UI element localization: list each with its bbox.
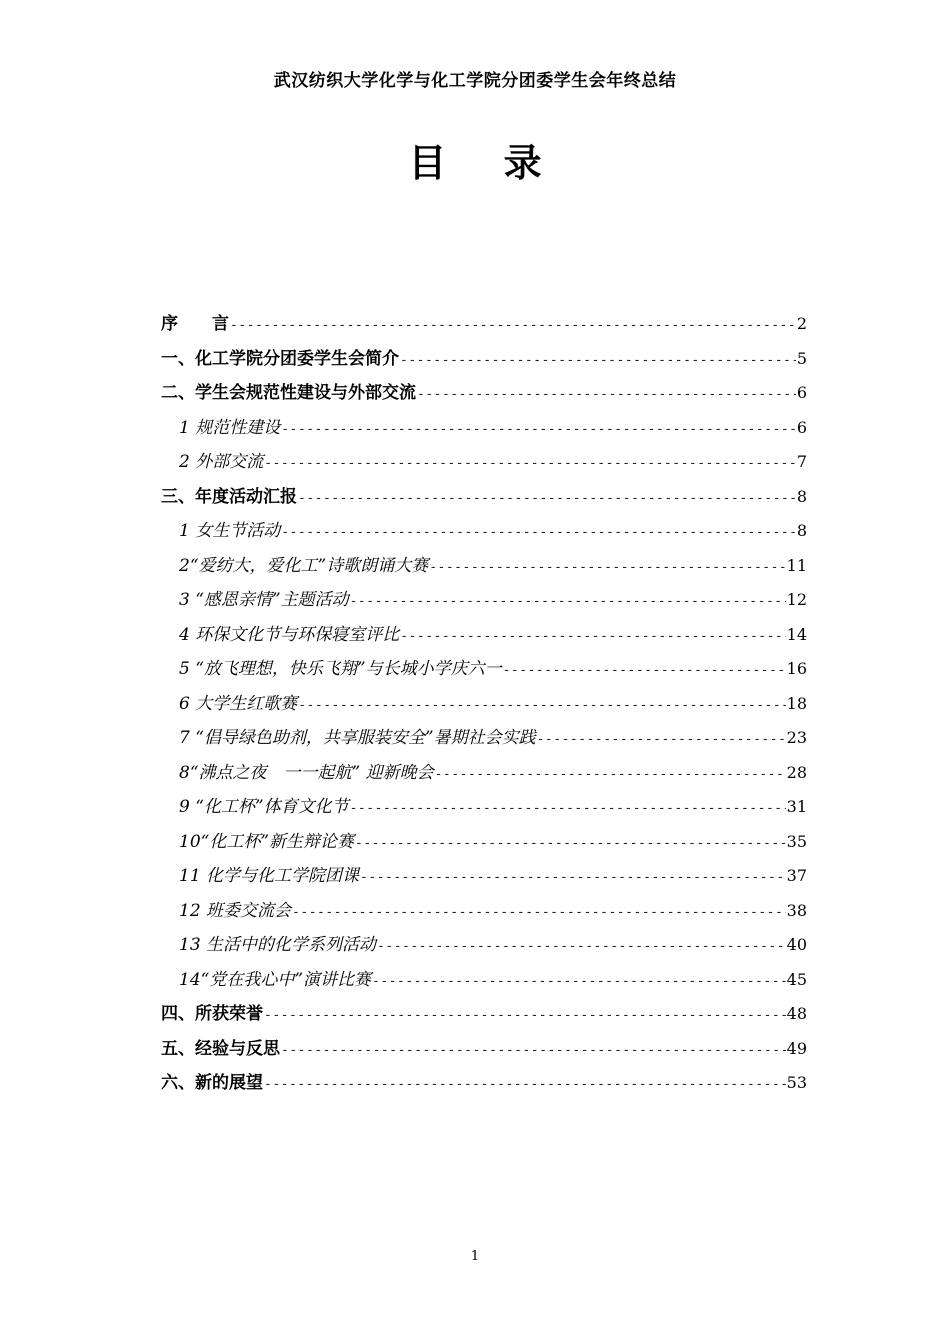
toc-entry-section-6[interactable]	[161, 1070, 807, 1105]
toc-entry-label: 六、新的展望	[161, 1073, 263, 1093]
toc-leader	[281, 1038, 786, 1064]
toc-entry-page: 14	[786, 624, 807, 644]
toc-entry-3-3[interactable]	[161, 587, 807, 622]
toc-leader	[292, 900, 786, 926]
toc-leader	[264, 1072, 786, 1098]
toc-entry-page: 16	[786, 659, 807, 678]
toc-entry-3-2[interactable]	[161, 553, 807, 588]
toc-entry-label: 10“化工杯”新生辩论赛	[179, 831, 355, 852]
toc-leader	[537, 727, 786, 753]
toc-leader	[350, 796, 786, 822]
toc-entry-page: 49	[786, 1038, 807, 1058]
toc-entry-label: 一、化工学院分团委学生会简介	[161, 348, 399, 369]
toc-entry-label: 序 言	[161, 314, 229, 334]
toc-entry-label: 8“沸点之夜 一一起航” 迎新晚会	[179, 762, 434, 783]
page-number: 1	[470, 1249, 480, 1264]
toc-entry-label: 12 班委交流会	[179, 900, 292, 921]
toc-entry-section-4[interactable]	[161, 1001, 807, 1036]
toc-entry-3-5[interactable]	[161, 656, 807, 691]
toc-leader	[400, 348, 796, 374]
toc-leader	[350, 589, 786, 615]
toc-entry-page: 37	[786, 866, 807, 885]
toc-entry-page: 2	[796, 314, 807, 333]
toc-entry-page: 8	[796, 486, 807, 506]
toc-entry-page: 35	[786, 831, 807, 851]
toc-entry-page: 38	[786, 900, 807, 920]
toc-entry-label: 四、所获荣誉	[161, 1004, 263, 1024]
toc-leader	[298, 693, 785, 719]
toc-entry-page: 6	[796, 383, 807, 402]
toc-entry-page: 5	[796, 348, 807, 368]
toc-entry-section-3[interactable]	[161, 484, 807, 519]
toc-leader	[264, 451, 796, 477]
toc-leader	[372, 969, 786, 995]
toc-entry-page: 7	[796, 452, 807, 471]
toc-entry-3-6[interactable]	[161, 691, 807, 726]
toc-entry-3-10[interactable]	[161, 829, 807, 864]
toc-entry-3-8[interactable]	[161, 760, 807, 795]
toc-entry-2-2[interactable]	[161, 449, 807, 484]
toc-entry-page: 53	[786, 1073, 807, 1092]
toc-entry-page: 11	[786, 555, 807, 575]
toc-entry-label: 三、年度活动汇报	[161, 486, 297, 507]
toc-entry-page: 12	[786, 590, 807, 609]
toc-entry-3-12[interactable]	[161, 898, 807, 933]
toc-leader	[503, 658, 786, 684]
toc-leader	[298, 486, 796, 512]
toc-entry-section-2[interactable]	[161, 380, 807, 415]
toc-entry-label: 3 “感恩亲情”主题活动	[179, 590, 349, 610]
table-of-contents	[161, 311, 807, 1105]
toc-leader	[429, 555, 785, 581]
toc-entry-label: 4 环保文化节与环保寝室评比	[179, 624, 400, 645]
toc-entry-label: 11 化学与化工学院团课	[179, 866, 360, 886]
toc-entry-3-11[interactable]	[161, 863, 807, 898]
toc-entry-label: 13 生活中的化学系列活动	[179, 935, 377, 955]
toc-entry-page: 48	[786, 1004, 807, 1023]
toc-entry-2-1[interactable]	[161, 415, 807, 450]
toc-leader	[360, 865, 786, 891]
toc-entry-page: 40	[786, 935, 807, 954]
toc-entry-page: 18	[786, 693, 807, 713]
toc-entry-preface[interactable]	[161, 311, 807, 346]
toc-entry-label: 6 大学生红歌赛	[179, 693, 298, 714]
toc-entry-page: 45	[786, 969, 807, 989]
toc-leader	[281, 417, 796, 443]
toc-entry-section-5[interactable]	[161, 1036, 807, 1071]
toc-entry-3-13[interactable]	[161, 932, 807, 967]
toc-entry-page: 31	[786, 797, 807, 816]
toc-entry-page: 23	[786, 728, 807, 747]
toc-title: 目 录	[408, 141, 564, 185]
toc-leader	[377, 934, 786, 960]
toc-entry-label: 1 女生节活动	[179, 521, 281, 541]
toc-entry-label: 2“爱纺大，爱化工”诗歌朗诵大赛	[179, 555, 429, 576]
toc-entry-3-14[interactable]	[161, 967, 807, 1002]
toc-entry-page: 8	[796, 521, 807, 540]
toc-leader	[400, 624, 785, 650]
toc-leader	[417, 382, 796, 408]
toc-entry-label: 1 规范性建设	[179, 417, 281, 438]
toc-entry-3-1[interactable]	[161, 518, 807, 553]
toc-entry-3-9[interactable]	[161, 794, 807, 829]
toc-entry-page: 28	[786, 762, 807, 782]
document-header: 武汉纺织大学化学与化工学院分团委学生会年终总结	[273, 71, 677, 91]
toc-entry-label: 9 “化工杯”体育文化节	[179, 797, 349, 817]
toc-leader	[355, 831, 786, 857]
toc-entry-3-4[interactable]	[161, 622, 807, 657]
toc-entry-section-1[interactable]	[161, 346, 807, 381]
toc-leader	[281, 520, 796, 546]
toc-entry-label: 7 “倡导绿色助剂，共享服装安全”暑期社会实践	[179, 728, 536, 748]
toc-entry-page: 6	[796, 417, 807, 437]
toc-leader	[435, 762, 786, 788]
toc-entry-label: 五、经验与反思	[161, 1038, 280, 1059]
toc-entry-label: 5 “放飞理想，快乐飞翔”与长城小学庆六一	[179, 659, 502, 679]
toc-leader	[230, 313, 796, 339]
toc-entry-label: 14“党在我心中”演讲比赛	[179, 969, 372, 990]
toc-leader	[264, 1003, 786, 1029]
toc-entry-label: 二、学生会规范性建设与外部交流	[161, 383, 416, 403]
toc-entry-label: 2 外部交流	[179, 452, 264, 472]
toc-entry-3-7[interactable]	[161, 725, 807, 760]
